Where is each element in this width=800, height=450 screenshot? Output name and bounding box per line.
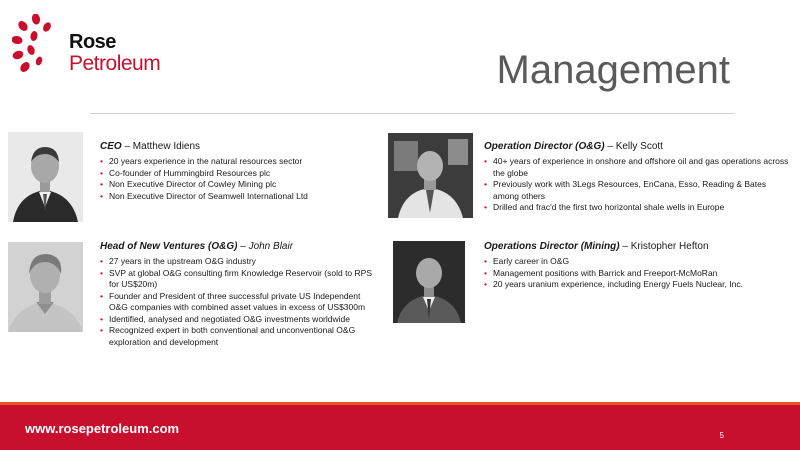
person-block-head-new-ventures (100, 240, 376, 348)
bullet-item: • Identified, analysed and negotiated O&G investments worldwide (100, 314, 376, 326)
heading-separator: – (121, 141, 133, 152)
page-number: 5 (719, 431, 724, 440)
page-title: Management (496, 48, 730, 92)
heading-separator: – (604, 141, 616, 152)
person-heading (484, 240, 784, 254)
bullet-list (100, 256, 376, 348)
person-role: Operation Director (O&G) (484, 141, 605, 152)
person-heading (100, 140, 380, 154)
heading-separator: – (237, 241, 249, 252)
portrait-photo-head-new-ventures (8, 242, 83, 332)
heading-separator: – (619, 241, 631, 252)
bullet-item: • Non Executive Director of Seamwell International Ltd (100, 191, 380, 203)
portrait-photo-operations-director-mining (393, 241, 465, 323)
rose-petals-icon (12, 14, 60, 74)
bullet-item: • Co-founder of Hummingbird Resources plc (100, 168, 380, 180)
title-divider (90, 113, 735, 114)
person-block-operations-director-mining (484, 240, 784, 291)
person-heading (100, 240, 376, 254)
person-block-operation-director-og (484, 140, 790, 214)
bullet-item: • Non Executive Director of Cowley Mining plc (100, 179, 380, 191)
bullet-item: • 20 years experience in the natural resources sector (100, 156, 380, 168)
person-block-ceo (100, 140, 380, 202)
company-logo (12, 14, 162, 80)
bullet-item: • Early career in O&G (484, 256, 784, 268)
bullet-list (484, 156, 790, 214)
bullet-item: • SVP at global O&G consulting firm Knowledge Reservoir (sold to RPS for US$20m) (100, 268, 376, 291)
person-heading (484, 140, 790, 154)
bullet-list (100, 156, 380, 202)
bullet-item: • Founder and President of three successful private US Independent O&G companies with combined asset values in excess of US$300m (100, 291, 376, 314)
logo-wordmark-petroleum: Petroleum (69, 52, 161, 75)
person-role: Head of New Ventures (O&G) (100, 241, 238, 252)
bullet-item: • 20 years uranium experience, including Energy Fuels Nuclear, Inc. (484, 279, 784, 291)
person-name: Matthew Idiens (132, 141, 201, 152)
bullet-list (484, 256, 784, 291)
bullet-item: • 40+ years of experience in onshore and offshore oil and gas operations across the globe (484, 156, 790, 179)
person-name: John Blair (248, 241, 294, 252)
bullet-item: • Previously work with 3Legs Resources, EnCana, Esso, Reading & Bates among others (484, 179, 790, 202)
portrait-photo-ceo (8, 132, 83, 222)
person-role: Operations Director (Mining) (484, 241, 620, 252)
person-name: Kristopher Hefton (630, 241, 709, 252)
bullet-item: • 27 years in the upstream O&G industry (100, 256, 376, 268)
logo-wordmark-rose: Rose (69, 31, 116, 53)
bullet-item: • Drilled and frac'd the first two horizontal shale wells in Europe (484, 202, 790, 214)
person-role: CEO (100, 141, 122, 152)
website-link[interactable]: www.rosepetroleum.com (25, 421, 180, 436)
bullet-item: • Management positions with Barrick and Freeport-McMoRan (484, 268, 784, 280)
person-name: Kelly Scott (615, 141, 663, 152)
bullet-item: • Recognized expert in both conventional and unconventional O&G exploration and development (100, 325, 376, 348)
portrait-photo-operation-director-og (388, 133, 473, 218)
